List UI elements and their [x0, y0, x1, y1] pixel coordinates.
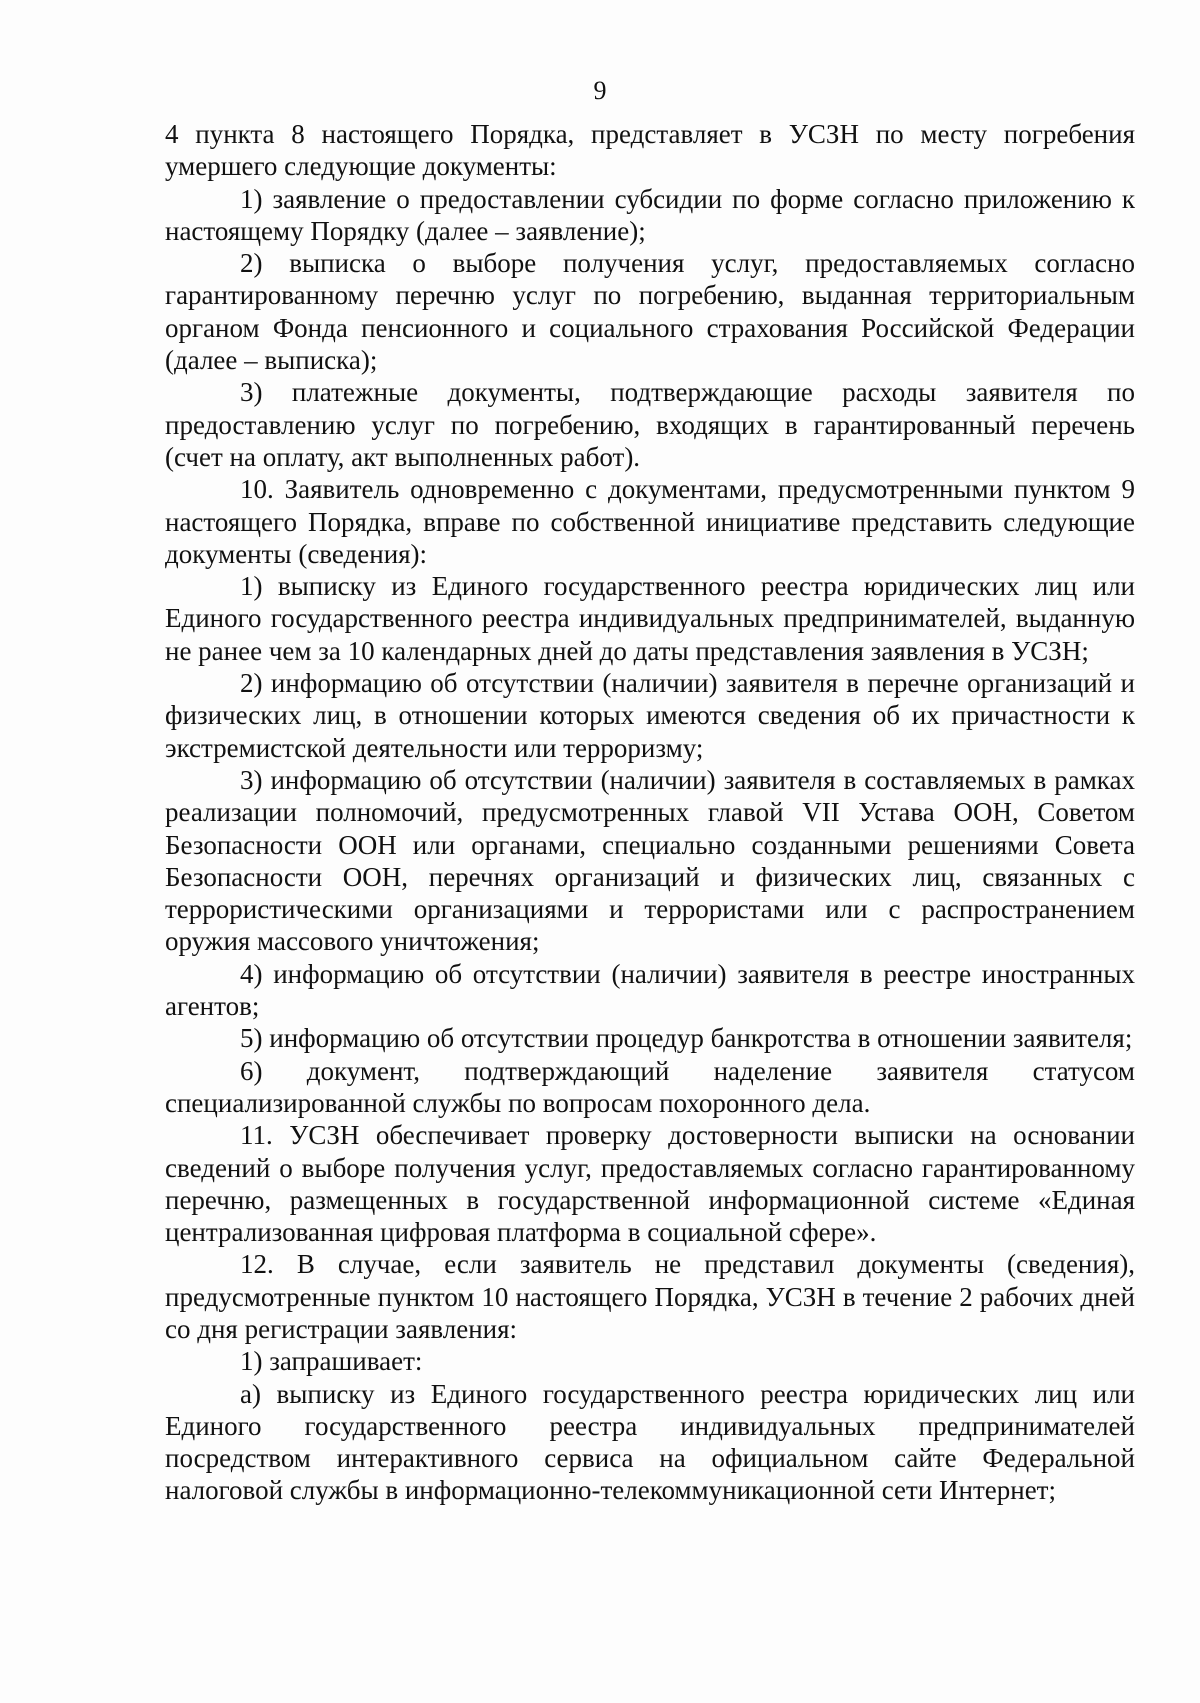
- paragraph: 6) документ, подтверждающий наделение заявителя статусом специализированной службы по вопросам похоронного дела.: [165, 1055, 1135, 1118]
- document-body: [165, 118, 1135, 1507]
- paragraph: 2) информацию об отсутствии (наличии) заявителя в перечне организаций и физических лиц, в отношении которых имеются сведения об их причастности к экстремистской деятельности или терроризму;: [165, 668, 1135, 763]
- page-number: 9: [593, 76, 607, 105]
- paragraph: 10. Заявитель одновременно с документами, предусмотренными пунктом 9 настоящего Порядка, вправе по собственной инициативе представить следующие документы (сведения):: [165, 474, 1135, 569]
- paragraph: 1) заявление о предоставлении субсидии по форме согласно приложению к настоящему Порядку (далее – заявление);: [165, 183, 1135, 246]
- paragraph: 1) выписку из Единого государственного реестра юридических лиц или Единого государственного реестра индивидуальных предпринимателей, выданную не ранее чем за 10 календарных дней до даты представления заявления в УСЗН;: [165, 571, 1135, 666]
- paragraph: 4 пункта 8 настоящего Порядка, представляет в УСЗН по месту погребения умершего следующие документы:: [165, 119, 1135, 182]
- paragraph: 1) запрашивает:: [240, 1346, 423, 1377]
- paragraph: 4) информацию об отсутствии (наличии) заявителя в реестре иностранных агентов;: [165, 958, 1135, 1022]
- paragraph: 5) информацию об отсутствии процедур банкротства в отношении заявителя;: [240, 1023, 1133, 1054]
- paragraph: 3) платежные документы, подтверждающие расходы заявителя по предоставлению услуг по погребению, входящих в гарантированный перечень (счет на оплату, акт выполненных работ).: [165, 377, 1135, 472]
- paragraph: 12. В случае, если заявитель не представил документы (сведения), предусмотренные пунктом 10 настоящего Порядка, УСЗН в течение 2 рабочих дней со дня регистрации заявления:: [165, 1249, 1135, 1344]
- paragraph: 3) информацию об отсутствии (наличии) заявителя в составляемых в рамках реализации полномочий, предусмотренных главой VII Устава ООН, Советом Безопасности ООН или органами, специально созданными решениями Совета Безопасности ООН, перечнях организаций и физических лиц, связанных с террористическими организациями и террористами или с распространением оружия массового уничтожения;: [165, 764, 1135, 957]
- paragraph: а) выписку из Единого государственного реестра юридических лиц или Единого государственного реестра индивидуальных предпринимателей посредством интерактивного сервиса на официальном сайте Федеральной налоговой службы в информационно-телекоммуникационной сети Интернет;: [165, 1378, 1135, 1506]
- paragraph: 11. УСЗН обеспечивает проверку достоверности выписки на основании сведений о выборе получения услуг, предоставляемых согласно гарантированному перечню, размещенных в государственной информационной системе «Единая централизованная цифровая платформа в социальной сфере».: [165, 1120, 1135, 1248]
- paragraph: 2) выписка о выборе получения услуг, предоставляемых согласно гарантированному перечню услуг по погребению, выданная территориальным органом Фонда пенсионного и социального страхования Российской Федерации (далее – выписка);: [165, 248, 1135, 376]
